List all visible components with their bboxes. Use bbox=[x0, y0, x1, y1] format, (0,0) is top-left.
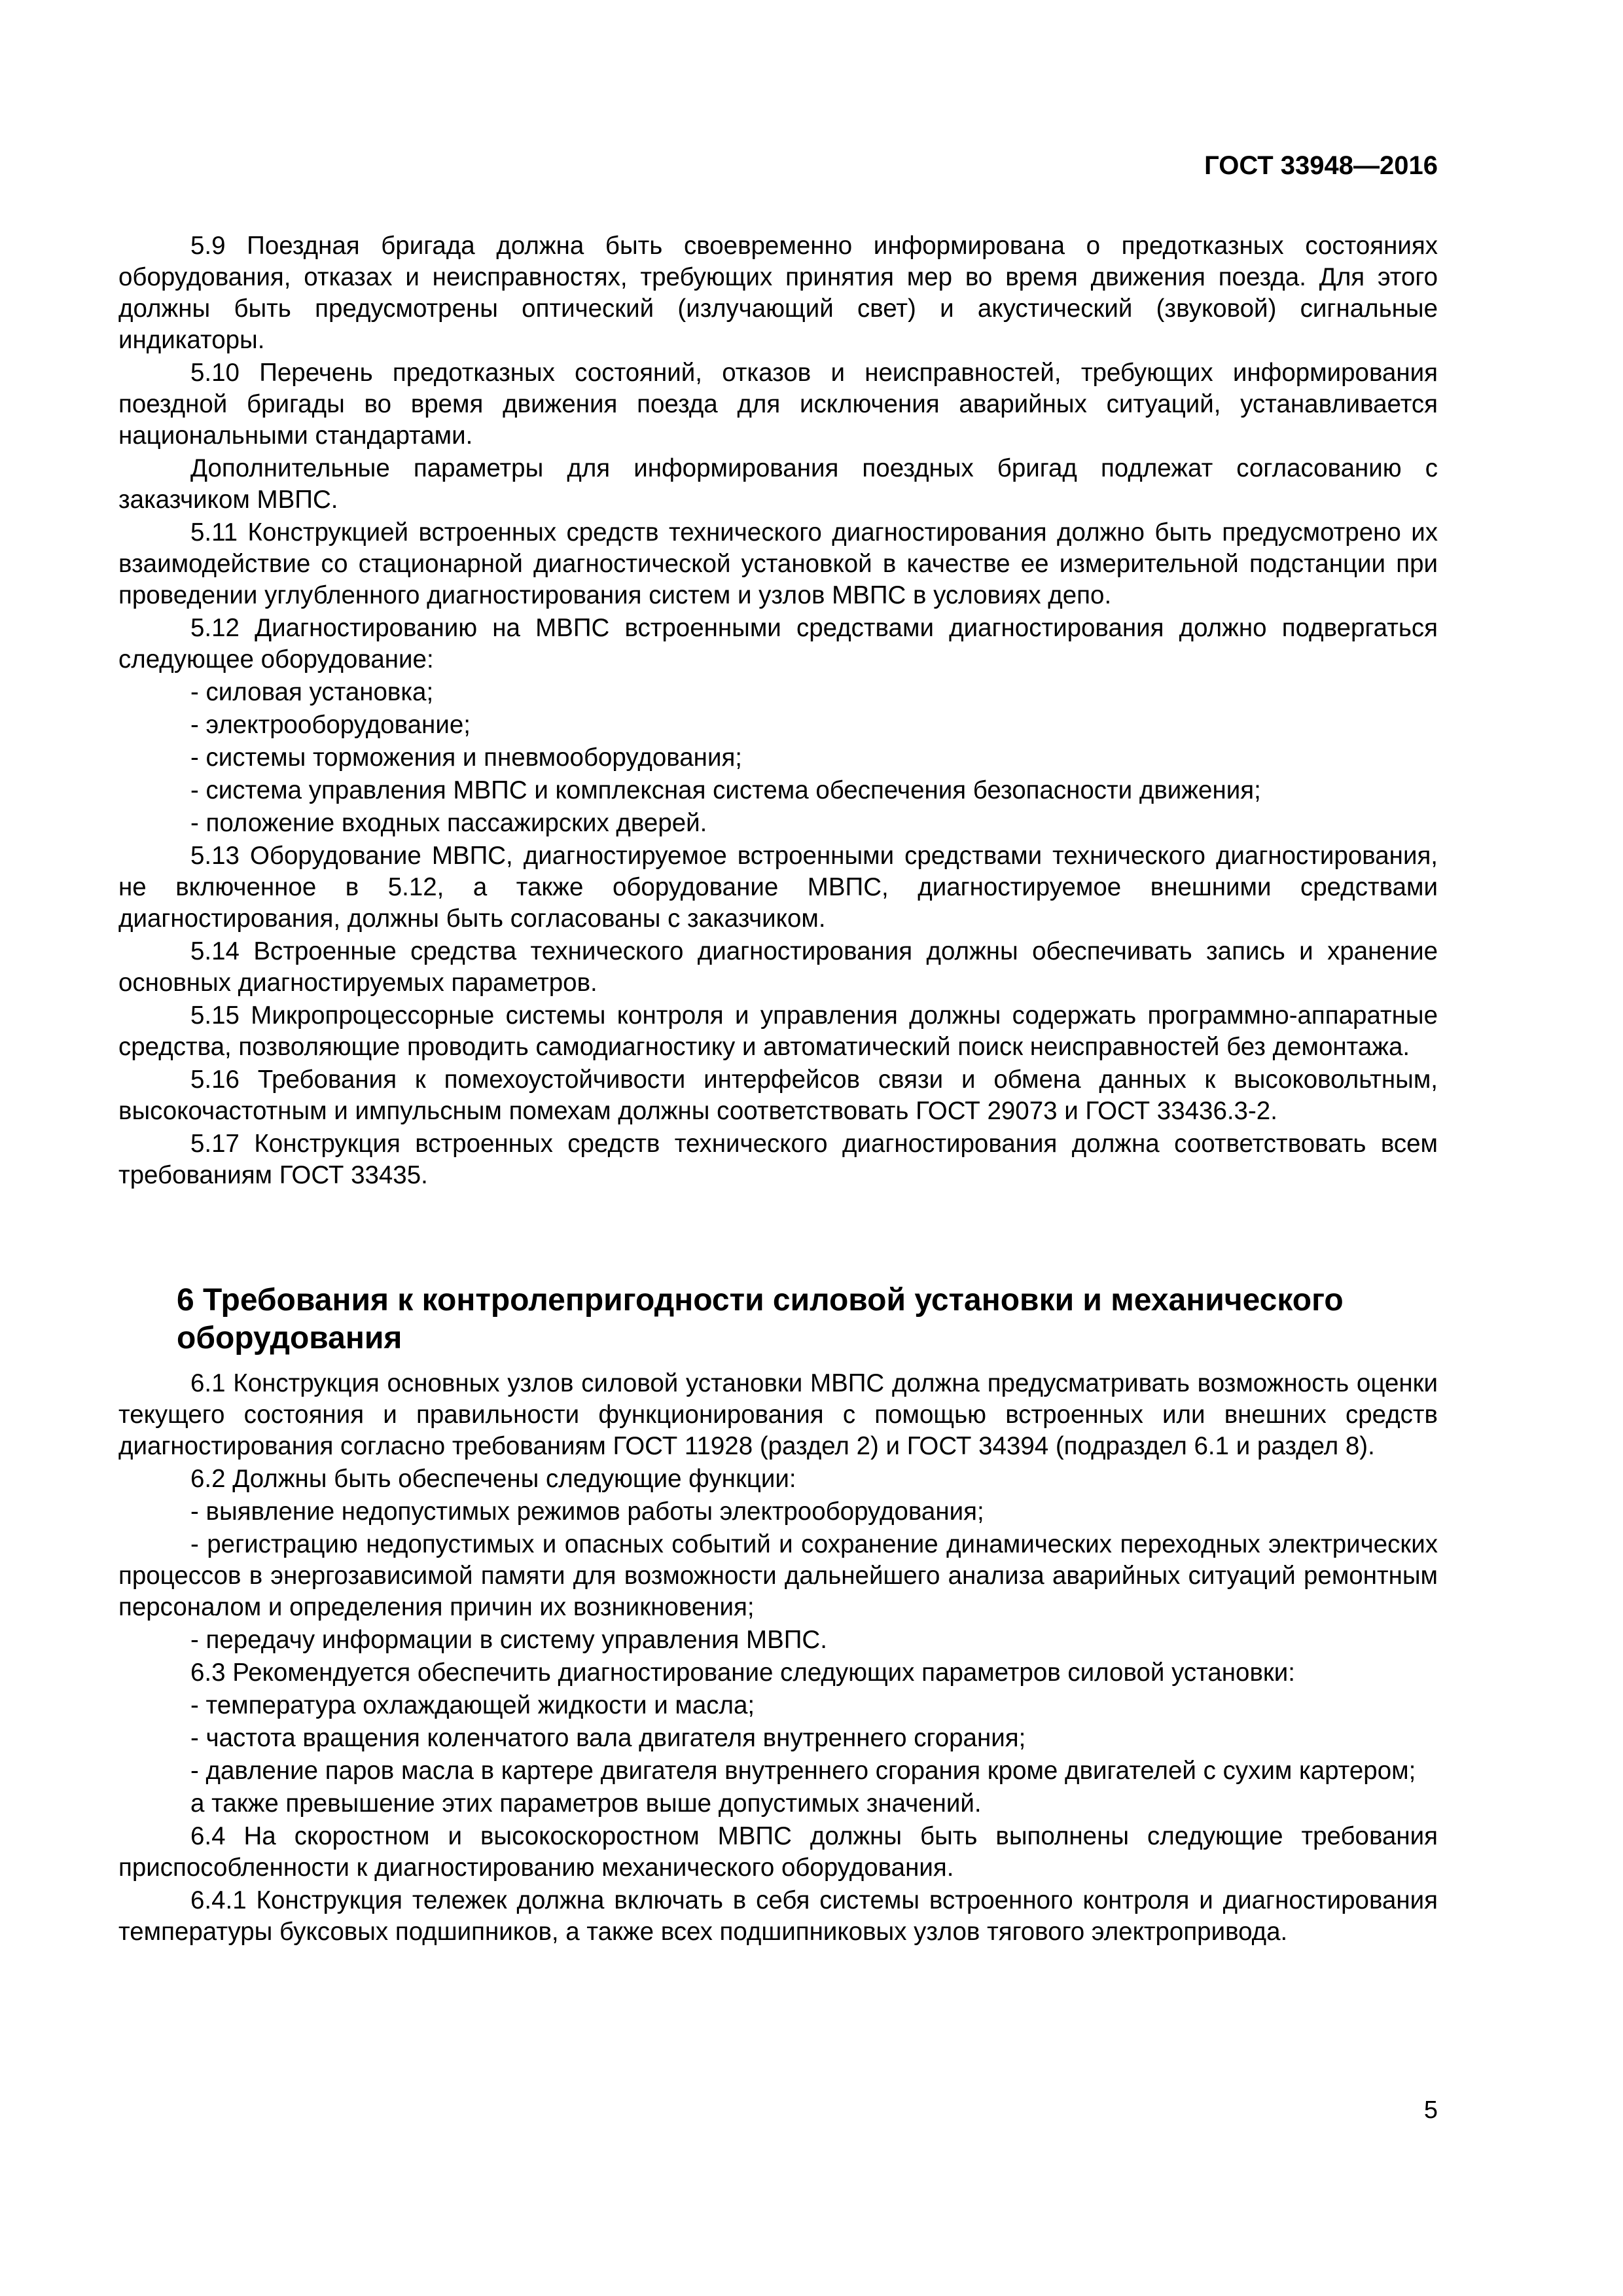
clause-5-text-block bbox=[118, 230, 1438, 1191]
paragraph-6-4: 6.4 На скоростном и высокоскоростном МВПС должны быть выполнены следующие требования приспособленности к диагностированию механического оборудования. bbox=[118, 1822, 1438, 1882]
paragraph-6-2: 6.2 Должны быть обеспечены следующие функции: bbox=[190, 1465, 796, 1493]
paragraph-6-3-note: а также превышение этих параметров выше допустимых значений. bbox=[190, 1789, 982, 1818]
paragraph-5-11: 5.11 Конструкцией встроенных средств технического диагностирования должно быть предусмотрено их взаимодействие со стационарной диагностической установкой в качестве ее измерительной подстанции при проведении углубленного диагностирования систем и узлов МВПС в условиях депо. bbox=[118, 518, 1438, 609]
list-item: - положение входных пассажирских дверей. bbox=[190, 809, 707, 837]
list-item: - регистрацию недопустимых и опасных событий и сохранение динамических переходных электрических процессов в энергозависимой памяти для возможности дальнейшего анализа аварийных ситуаций ремонтным персоналом и определения причин их возникновения; bbox=[118, 1530, 1438, 1621]
paragraph-6-4-1: 6.4.1 Конструкция тележек должна включать в себя системы встроенного контроля и диагностирования температуры буксовых подшипников, а также всех подшипниковых узлов тягового электропривода. bbox=[118, 1886, 1438, 1946]
section-6-heading: 6 Требования к контролепригодности силовой установки и механического оборудования bbox=[177, 1283, 1344, 1355]
clause-6-text-block bbox=[118, 1368, 1438, 1948]
paragraph-5-10: 5.10 Перечень предотказных состояний, отказов и неисправностей, требующих информирования поездной бригады во время движения поезда для исключения аварийных ситуаций, устанавливается национальными стандартами. bbox=[118, 359, 1438, 450]
page-number: 5 bbox=[1423, 2096, 1438, 2124]
document-code-header: ГОСТ 33948—2016 bbox=[1204, 151, 1438, 180]
list-item: - силовая установка; bbox=[190, 678, 434, 706]
paragraph-5-16: 5.16 Требования к помехоустойчивости интерфейсов связи и обмена данных к высоковольтным, высокочастотным и импульсным помехам должны соответствовать ГОСТ 29073 и ГОСТ 33436.3-2. bbox=[118, 1066, 1438, 1125]
list-item: - выявление недопустимых режимов работы электрооборудования; bbox=[190, 1498, 984, 1526]
list-item: - системы торможения и пневмооборудования; bbox=[190, 744, 742, 772]
list-item: - электрооборудование; bbox=[190, 711, 471, 739]
paragraph-5-15: 5.15 Микропроцессорные системы контроля и управления должны содержать программно-аппаратные средства, позволяющие проводить самодиагностику и автоматический поиск неисправностей без демонтажа. bbox=[118, 1001, 1438, 1061]
list-item: - передачу информации в систему управления МВПС. bbox=[190, 1626, 827, 1654]
list-item: - частота вращения коленчатого вала двигателя внутреннего сгорания; bbox=[190, 1724, 1026, 1752]
list-item: - давление паров масла в картере двигателя внутреннего сгорания кроме двигателей с сухим картером; bbox=[190, 1757, 1416, 1785]
paragraph-5-9: 5.9 Поездная бригада должна быть своевременно информирована о предотказных состояниях оборудования, отказах и неисправностях, требующих принятия мер во время движения поезда. Для этого должны быть предусмотрены оптический (излучающий свет) и акустический (звуковой) сигнальные индикаторы. bbox=[118, 232, 1438, 354]
paragraph-6-3: 6.3 Рекомендуется обеспечить диагностирование следующих параметров силовой установки: bbox=[190, 1659, 1295, 1687]
list-item: - система управления МВПС и комплексная система обеспечения безопасности движения; bbox=[190, 776, 1261, 804]
paragraph-5-14: 5.14 Встроенные средства технического диагностирования должны обеспечивать запись и хранение основных диагностируемых параметров. bbox=[118, 937, 1438, 997]
paragraph-5-10-additional: Дополнительные параметры для информирования поездных бригад подлежат согласованию с заказчиком МВПС. bbox=[118, 454, 1438, 514]
paragraph-5-12: 5.12 Диагностированию на МВПС встроенными средствами диагностирования должно подвергаться следующее оборудование: bbox=[118, 614, 1438, 673]
paragraph-5-17: 5.17 Конструкция встроенных средств технического диагностирования должна соответствовать всем требованиям ГОСТ 33435. bbox=[118, 1130, 1438, 1189]
list-item: - температура охлаждающей жидкости и масла; bbox=[190, 1691, 755, 1719]
paragraph-6-1: 6.1 Конструкция основных узлов силовой установки МВПС должна предусматривать возможность оценки текущего состояния и правильности функционирования с помощью встроенных или внешних средств диагностирования согласно требованиям ГОСТ 11928 (раздел 2) и ГОСТ 34394 (подраздел 6.1 и раздел 8). bbox=[118, 1369, 1438, 1460]
paragraph-5-13: 5.13 Оборудование МВПС, диагностируемое встроенными средствами технического диагностирования, не включенное в 5.12, а также оборудование МВПС, диагностируемое внешними средствами диагностирования, должны быть согласованы с заказчиком. bbox=[118, 842, 1438, 933]
